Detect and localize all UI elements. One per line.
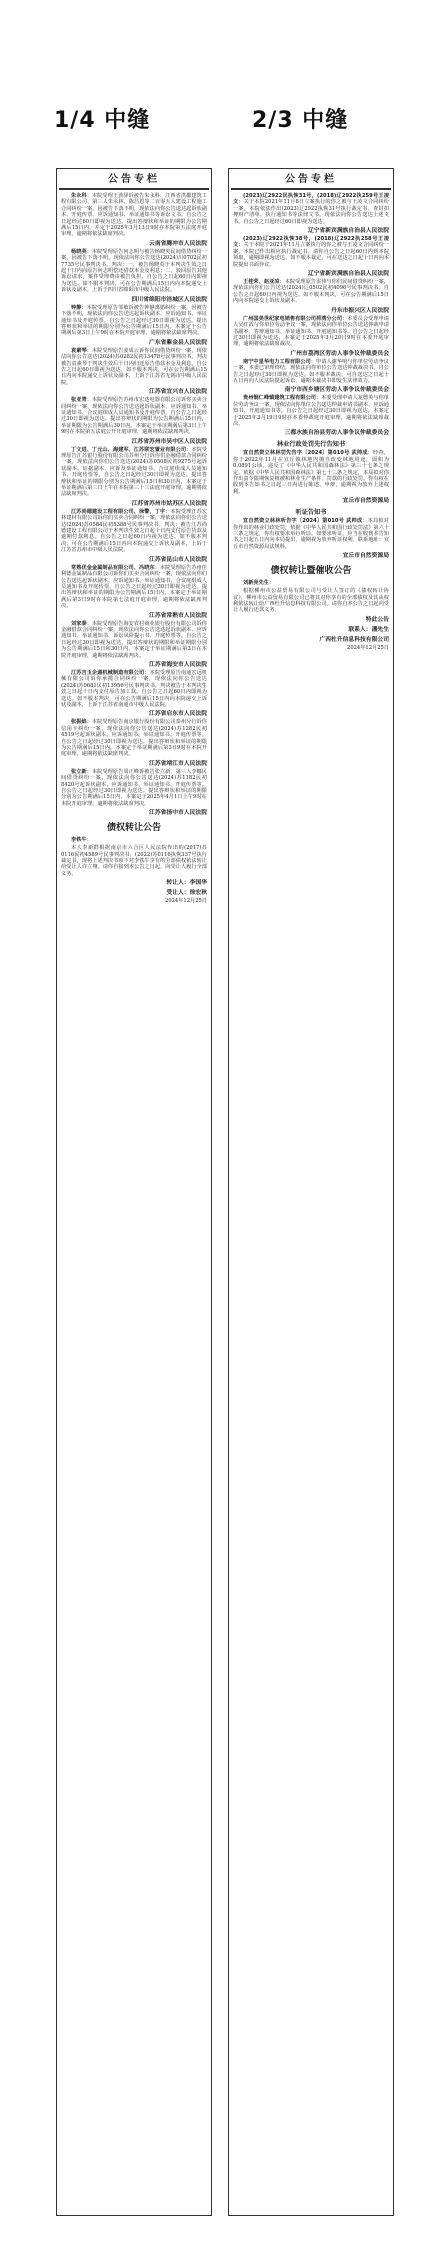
notice-addressee: 丁文进、丁元山、海建军、江苏联宏置业有限公司 (71, 446, 187, 453)
notice-text: ：关于本院于2021年11月立案执行的你之被与王凌文合同纠纷一案，本院已作出相应执行裁定书。请你自公告之日起60日内到本院领取，逾期即视为送达。如不服本裁定，可在送达之日起十日内向本院提出书面异议。 (233, 242, 389, 268)
column-body (229, 190, 393, 651)
notice-paragraph (61, 305, 207, 337)
notice-text: ：本局拟对你作出的林业行政处罚，依据《中华人民共和国行政处罚法》第六十三条之规定，你有权要求举行听证。如要求听证，应当在收到本告知书之日起五日内向本局提出，逾期视为放弃听证权利。联系地址：宜丘市自然资源局法规科。 (233, 518, 389, 550)
notice-addressee: 江苏尚德建设工程有限公司、徐警、丁宇 (71, 508, 166, 515)
issuer-signature: 江苏省海安市人民法院 (149, 661, 207, 668)
notice-addressee: (2023)辽2922执恢38号，(2018)辽2922执258号王凌文 (233, 236, 389, 249)
notice-text: ：本院受理原告海安农村商业银行股份有限公司诉你金融借款合同纠纷一案，现依法向你公告送达起诉状副本、应诉通知书、举证通知书、诉讼风险提示书、开庭传票等。自公告之日起经过30日即视为送达。提出答辩状的期限和举证期限分别为公告期满后15日和30日内，本案定于举证期满后第3日在本院开庭审理，逾期将依法缺席判决。 (61, 620, 207, 659)
notice-paragraph (61, 621, 207, 659)
notice-text: 本人李新群根据南京市六合区人民法院作出的(2017)苏0116民初4589号民事判决书、(2022)苏0116执恢337号执行裁定书，现将上述判决书项下对李铁牛享有的全部债权依法转让给受让人许立翔。请你自接到本公告之日起，向受让人履行全部义务。 (61, 845, 207, 877)
notice-paragraph (233, 316, 389, 348)
issuer-signature: 云南省腾冲市人民法院 (149, 240, 207, 247)
notice-text: ：本院受理原告苏州市宏达电器有限公司诉你买卖合同纠纷一案，现依法向你公告送达起诉状副本、应诉通知书、举证通知书、合议庭组成人员通知书及开庭传票。自公告之日起经过30日即视为送达。提出答辩状的期限为公告期满后15日内，举证期限为公告期满后30日内。本案定于举证期满后第3日上午9时在本院第五法庭公开开庭审理，逾期将依法缺席判决。 (61, 397, 207, 436)
notice-paragraph (61, 719, 207, 757)
issuer-signature: 江苏省宜兴市人民法院 (149, 389, 207, 396)
issuer-signature: 广州市荔湾区劳动人事争议仲裁委员会 (290, 350, 389, 357)
notice-text: ：本院受理原告周正峰诉被告张立新、第三人李娜民间借贷纠纷一案，现依法向你公告送达(2024)苏1182民初8420号起诉状副本、应诉通知书、举证通知书、开庭传票等。自公告之日起经过30日即视为送达。提出答辩状和举证的期限分别为公告期满后15日内，本案定于2025年4月1日上午9时在本院开庭审理，逾期将依法缺席判决。 (61, 768, 207, 807)
notice-paragraph (61, 837, 207, 843)
issuer-signature: 江苏省昆山市人民法院 (149, 556, 207, 563)
notice-text: ：本院受理原告南京银行股份有限公司泰州分行诉你信用卡纠纷一案，现依法向你公告送达(2024)苏1282民初4519号起诉状副本、应诉通知书、举证通知书、开庭传票等。自公告之日起经过30日即视为送达。提出答辩状和举证的期限为公告期满后15日内，本案定于举证期满后第3日9时在本院开庭审理，逾期将依法缺席判决。 (61, 719, 207, 758)
fold-label-right: 2/3 中缝 (252, 108, 349, 133)
notice-paragraph (233, 450, 389, 495)
section-heading: 林业行政处罚先行告知书 (276, 441, 346, 449)
notice-text: ：本院受理原告苏州佳利德金属制品有限公司诉你们买卖合同纠纷一案，现依法向你们公告送达起诉状副本、应诉通知书、举证通知书、合议庭组成人员通知书及开庭传票。自公告之日起经过30日即视为送达。提出答辩状和举证的期限为公告期满后15日内，本案定于举证期满后第3日9时在本院第七法庭开庭审理，逾期将依法缺席判决。 (61, 564, 207, 610)
notice-text: ：本院受理原告雷伟与你们民间借贷纠纷一案，现依法向你们公告送达(2024)辽0502民初4096号民事判决书。自公告之日起60日内视为送达。如不服本判决，可在公告期满后15日内向本院递交上诉状及副本。 (233, 279, 389, 305)
notice-text: ：本院受理原告邹敏诉被告钟静离婚纠纷一案，因被告下落不明，现依法向你公告送达起诉状副本、应诉通知书、举证通知书及开庭传票。自公告之日起经过30日即视为送达。提出答辩状和举证的期限分别为公告期满后15日内。本案定于公告期满后第3日上午9时在本院开庭审理，逾期将依法缺席判决。 (61, 304, 207, 337)
notice-date: 2024年12月25日 (165, 898, 207, 905)
issuer-signature: 辽宁省新宾满族自治县人民法院 (307, 271, 389, 278)
issuer-signature: 南宁市西乡塘区劳动人事争议仲裁委员会 (284, 387, 389, 394)
notice-text: ： (86, 837, 92, 844)
notice-addressee: 广州国美世纪家电销售有限公司荷湾分公司 (243, 315, 343, 322)
notice-text: ：本院受理原告姜成云诉你民间借贷纠纷一案，现依法向你公告送达(2024)苏0282民初13478号民事判决书。判决被告袁素琴于判决生效后十日内归还原告借款本金及利息。自公告之日起60日即视为送达。如不服本判决，可在公告期满后15日内向本院递交上诉状及副本，上诉于江苏省无锡市中级人民法院。 (61, 347, 207, 386)
issuer-signature: 受让人：徐宏秋 (166, 890, 207, 897)
notice-addressee: 张立新 (71, 768, 87, 775)
notice-addressee: (2023)辽2922民执恢31号，(2018)辽2922执259号王凌文 (233, 193, 389, 206)
notice-paragraph (233, 279, 389, 305)
issuer-signature: 江苏省苏州市吴中区人民法院 (131, 438, 207, 445)
issuer-signature: 辽宁省新宾满族自治县人民法院 (307, 228, 389, 235)
issuer-signature: 联系人：潘先生 (348, 626, 389, 633)
issuer-signature: 江苏省靖江市人民法院 (149, 760, 207, 767)
notice-addressee: 刘新亮先生 (243, 580, 269, 587)
notice-paragraph (61, 397, 207, 435)
notice-paragraph (61, 348, 207, 386)
issuer-signature: 丹东市振兴区人民法院 (331, 307, 389, 314)
notice-text: ： (268, 580, 275, 587)
notice-paragraph (61, 769, 207, 807)
notice-text: ：本院受理原告何志明与被告杨晓英民间借贷纠纷一案，因被告下落不明，现依法向你公告送达(2024)川0702民初7735号民事判决书。判决：一、被告杨晓英于本判决生效之日起十日内向原告何志明偿还借款本金及利息；二、驳回原告其他诉讼请求。案件受理费由被告负担。自公告之日起60日内即视为送达。如不服本判决，可在公告期满后15日内向本院递交上诉状及副本，上诉于四川省绵阳市中级人民法院。 (61, 248, 207, 294)
notice-paragraph (61, 249, 207, 294)
notice-title: 债权转让公告 (106, 823, 161, 834)
notice-text: ：关于本院2021年11月8日立案执行的你之被与王凌文合同纠纷一案，本院依法作出(2023)辽2922执恢31号执行裁定书、查封扣押财产清单、执行通知书等法律文书。现依法向你公告送达上述文书。自公告之日起经过60日即视为送达。 (233, 199, 389, 225)
column-body (57, 190, 211, 905)
notice-addressee: 张振焰 (71, 719, 87, 726)
notice-addressee: 王桂荣、赵亚凉 (243, 279, 280, 286)
notice-addressee: 杨晓英 (71, 248, 87, 255)
notice-addressee: 宜自然资立林林罚先告字〔2024〕第010号 武帅成 (243, 450, 368, 457)
notice-paragraph (233, 395, 389, 427)
notice-text: ：本委受理申请人龙德英与你单位劳动争议一案，现依法向你单位公告送达仲裁申请书副本、应诉通知书、开庭通知书等。自公告之日起经过30日即视为送达。本案定于2025年3月19日9时在本委仲裁庭开庭审理，逾期将依法缺席裁决。 (233, 395, 389, 427)
notice-paragraph (61, 509, 207, 554)
notice-text: ：本院受理原告江苏银行股份有限公司苏州分行诉你们金融借款合同纠纷一案，现依法向你们公告送达(2024)苏0508民初9275号起诉状副本、证据副本、应诉及举证通知书、合议庭组成人员通知书、开庭传票等。自公告之日起经过30日即视为送达。提出答辩状和举证的期限分别为公告期满后15日和30日内，本案定于举证期满后第三日上午在本院第三十三法庭开庭审理，逾期将依法缺席判决。 (61, 446, 207, 498)
notice-paragraph (61, 845, 207, 877)
issuer-signature: 宜丘市自然资源局 (342, 498, 389, 505)
section-heading: 听证告知书 (295, 509, 327, 517)
notice-addressee: 南宁中星华电力工程有限公司 (243, 358, 311, 365)
column-header: 公告专栏 (59, 171, 209, 190)
notice-addressee: 宜自然资立林林听告字〔2024〕第010号 武帅成 (243, 518, 363, 525)
notice-addressee: 李铁牛 (71, 837, 87, 844)
fold-label-left: 1/4 中缝 (54, 108, 151, 133)
issuer-signature: 四川省绵阳市涪城区人民法院 (131, 296, 207, 303)
issuer-signature: 转让人：李国华 (166, 880, 207, 887)
notice-paragraph (233, 588, 389, 614)
notice-paragraph (233, 193, 389, 225)
notice-text: ：本院受理江苏宏林建材有限公司诉你们买卖合同纠纷一案，现依法向你们公告送达(2024)苏0584民初5388号民事判决书。判决：被告江苏尚德建设工程有限公司于本判决生效之日起十日内支付原告货款及逾期付款利息。自公告之日起60日内视为送达。如不服本判决，可在公告期满后15日内向本院递交上诉状及副本，上诉于江苏省苏州市中级人民法院。 (61, 508, 207, 554)
notice-addressee: 江苏吉玉企通机械制造有限公司 (71, 669, 145, 676)
notice-addressee: 贵州铜仁峰镇建筑工程有限公司 (243, 395, 316, 402)
issuer-signature: 江苏省常熟市人民法院 (149, 612, 207, 619)
notice-paragraph (61, 670, 207, 708)
column-header: 公告专栏 (231, 171, 391, 190)
notice-date: 2024年12月25日 (347, 644, 389, 651)
notice-title: 债权转让暨催收公告 (270, 566, 352, 577)
issuer-signature: 特此公告 (365, 616, 389, 623)
notice-paragraph (233, 359, 389, 385)
notice-text: ：本院受理原告南通宏远机械有限公司诉你承揽合同纠纷一案，现依法向你公告送达(2024)苏0681民初13956号民事判决书。判决被告于本判决生效之日起十日内支付原告加工款。自公告之日起60日内即视为送达。如不服本判决，可在公告期满后15日内向本院递交上诉状及副本，上诉于江苏省南通市中级人民法院。 (61, 669, 207, 708)
notice-addressee: 袁素琴 (71, 347, 87, 354)
notice-paragraph (61, 447, 207, 498)
issuer-signature: 江苏省启东市人民法院 (149, 711, 207, 718)
notice-paragraph (233, 518, 389, 550)
issuer-signature: 江苏省扬中市人民法院 (149, 810, 207, 817)
notice-addressee: 常熟优金金属制品有限公司、冯晓东 (71, 564, 155, 571)
issuer-signature: 广西杜升信息科技有限公司 (319, 636, 389, 643)
notice-paragraph (233, 580, 389, 586)
notice-text: ：本委员会受理申请人吴红霞与你单位劳动争议一案，现依法向你单位公告送达仲裁申请书副本、答辩通知书、举证通知书、开庭通知书等。自公告之日起经过30日即视为送达，本案定于2025年3月20日9时在本委开庭审理，逾期将依法缺席裁决。 (233, 315, 389, 348)
notice-paragraph (233, 236, 389, 268)
issuer-signature: 江苏省苏州市姑苏区人民法院 (131, 500, 207, 507)
notice-addressee: 朱永科 (71, 193, 87, 199)
notice-text: ：申请人谢华明与你单位劳动争议一案，本委已审理终结，现依法向你单位公告送达仲裁裁决书。自公告之日起经过30日即视为送达。如不服本裁决，可自送达之日起十五日内向人民法院提起诉讼，逾期本裁决书即发生法律效力。 (233, 358, 389, 384)
notice-paragraph (61, 193, 207, 238)
notice-addressee: 钟静 (71, 304, 82, 311)
issuer-signature: 广东省紫金县人民法院 (149, 339, 207, 346)
issuer-signature: 宜丘市自然资源局 (342, 553, 389, 560)
notice-column-right (228, 168, 394, 2216)
notice-text: ：经查，你于2022年11月在宜丘镇林地内擅自改变林地用途，面积为0.0891公顷，违反了《中华人民共和国森林法》第三十七条之规定。依据《中华人民共和国森林法》第七十三条之规定，本局拟对你作出责令限期恢复植被和林业生产条件、罚款的行政处罚。你有权在收到本告知书之日起三日内进行陈述、申辩，逾期视为放弃上述权利。 (233, 450, 389, 495)
notice-addressee: 刘家泰 (71, 620, 87, 627)
notice-column-left (56, 168, 212, 2216)
notice-addressee: 张亚青 (71, 397, 87, 404)
notice-paragraph (61, 565, 207, 610)
issuer-signature: 三都水族自治县劳动人事争议仲裁委员会 (284, 430, 389, 437)
notice-text: 根据柳州市公益贸易有限公司与受让人签订的《债权转让协议》，柳州市公益贸易有限公司已将其对你享有的全部债权及其从权利依法转让给广西杜升信息科技有限公司。请你自本公告之日起向受让人履行还款义务。 (233, 588, 389, 614)
notice-text: ：本院受理王劲驿诉被告朱永科、江西省洪都建筑工程有限公司、第三人朱永林、陈昌恩等二百零五人建设工程施工合同纠纷一案，因被告下落不明，现依法向你公告送达起诉状副本、开庭传票、应诉通知书、举证通知书等诉讼文书。自公告之日起经过60日即视为送达。提出答辩状和举证的期限为公告期满后15日内，并定于2025年3月13日9时在本院第五法庭开庭审理，逾期将依法缺席判决。 (61, 193, 207, 238)
